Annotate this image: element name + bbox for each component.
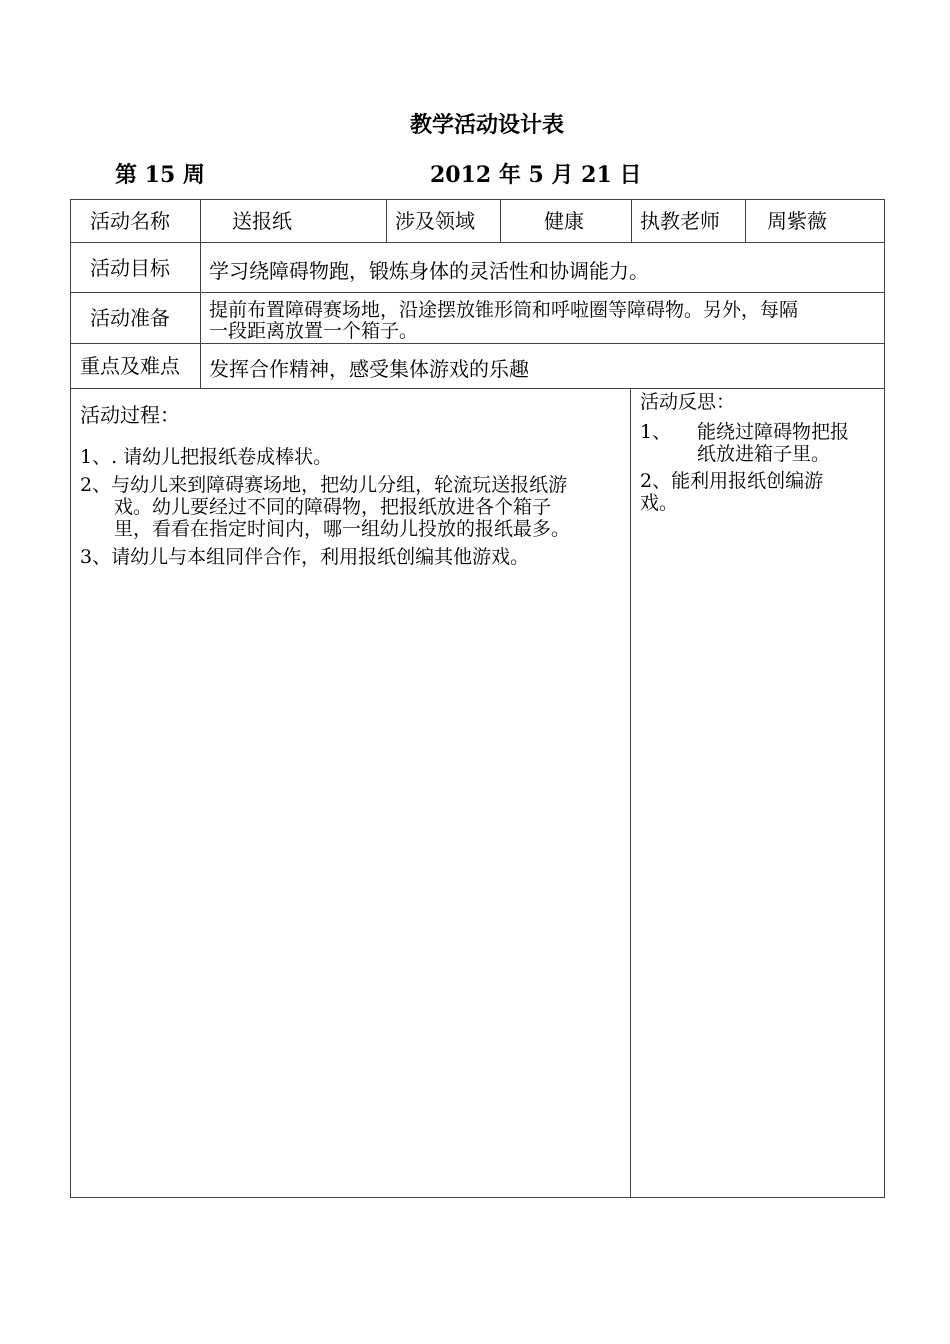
activity-name-label: 活动名称 [90,209,170,233]
key-points-label: 重点及难点 [80,354,180,378]
col-divider [630,388,631,1198]
prep-label: 活动准备 [90,306,170,330]
col-divider [500,199,501,242]
prep-line-2: 一段距离放置一个箱子。 [209,320,419,342]
activity-name-value: 送报纸 [232,209,292,233]
date-label: 2012 年 5 月 21 日 [430,162,642,188]
teacher-value: 周紫薇 [767,209,827,233]
col-divider [745,199,746,242]
reflection-item-1-line-1: 能绕过障碍物把报 [697,421,850,443]
goal-label: 活动目标 [90,256,170,280]
key-points-value: 发挥合作精神，感受集体游戏的乐趣 [209,357,529,381]
table-border-left [70,199,71,1198]
row-divider [70,343,885,344]
process-step-2-line-1: 2、与幼儿来到障碍赛场地，把幼儿分组，轮流玩送报纸游 [80,474,568,496]
prep-line-1: 提前布置障碍赛场地，沿途摆放锥形筒和呼啦圈等障碍物。另外，每隔 [209,299,799,321]
domain-label: 涉及领域 [395,209,475,233]
process-step-2-line-2: 戏。幼儿要经过不同的障碍物，把报纸放进各个箱子 [114,496,552,518]
process-step-2-line-3: 里，看看在指定时间内，哪一组幼儿投放的报纸最多。 [114,518,571,540]
row-divider [70,388,885,389]
col-divider [386,199,387,242]
col-divider [631,199,632,242]
domain-value: 健康 [544,209,584,233]
row-divider [70,242,885,243]
table-border-right [884,199,885,1198]
process-step-3: 3、请幼儿与本组同伴合作，利用报纸创编其他游戏。 [80,546,530,568]
table-border-top [70,199,885,200]
table-border-bottom [70,1197,885,1198]
row-divider [70,292,885,293]
reflection-item-2-line-2: 戏。 [640,492,679,514]
col-divider [200,199,201,388]
goal-value: 学习绕障碍物跑，锻炼身体的灵活性和协调能力。 [209,259,649,283]
teacher-label: 执教老师 [640,209,720,233]
reflection-item-1-line-2: 纸放进箱子里。 [697,443,831,465]
reflection-item-2-line-1: 2、能利用报纸创编游 [640,470,824,492]
week-label: 第 15 周 [115,162,205,188]
process-step-1: 1、. 请幼儿把报纸卷成棒状。 [80,446,333,468]
reflection-item-1-number: 1、 [640,421,672,443]
document-title: 教学活动设计表 [409,112,564,138]
process-heading: 活动过程： [80,403,180,427]
reflection-heading: 活动反思： [640,391,736,413]
